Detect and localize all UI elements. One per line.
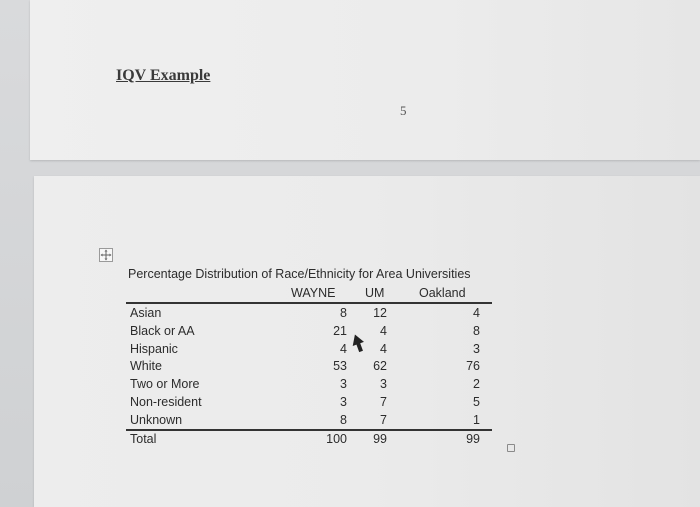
- cell-um: 4: [380, 324, 387, 338]
- table-resize-handle-icon[interactable]: [507, 444, 515, 452]
- document-page-1: [30, 0, 700, 160]
- cell-wayne: 53: [333, 359, 347, 373]
- table-move-handle-icon[interactable]: [99, 248, 113, 262]
- cell-oakland: 8: [473, 324, 480, 338]
- cell-um: 99: [373, 432, 387, 446]
- cell-oakland: 99: [466, 432, 480, 446]
- cell-oakland: 1: [473, 413, 480, 427]
- cell-wayne: 21: [333, 324, 347, 338]
- cell-wayne: 100: [326, 432, 347, 446]
- cell-oakland: 2: [473, 377, 480, 391]
- column-header-oakland: Oakland: [419, 286, 466, 300]
- cell-wayne: 3: [340, 395, 347, 409]
- cell-oakland: 3: [473, 342, 480, 356]
- page-number: 5: [400, 103, 407, 118]
- row-label-non-resident: Non-resident: [130, 395, 202, 409]
- table-title: Percentage Distribution of Race/Ethnicity for Area Universities: [128, 267, 471, 281]
- cell-oakland: 5: [473, 395, 480, 409]
- row-label-black-or-aa: Black or AA: [130, 324, 195, 338]
- cell-um: 7: [380, 413, 387, 427]
- cell-um: 4: [380, 342, 387, 356]
- row-label-asian: Asian: [130, 306, 162, 320]
- cell-wayne: 8: [340, 413, 347, 427]
- row-label-white: White: [130, 359, 162, 373]
- cell-wayne: 4: [340, 342, 347, 356]
- table-header-rule: [126, 302, 492, 304]
- row-label-two-or-more: Two or More: [130, 377, 200, 391]
- cell-wayne: 3: [340, 377, 347, 391]
- mouse-pointer-icon: [351, 334, 365, 354]
- cell-oakland: 4: [473, 306, 480, 320]
- column-header-wayne: WAYNE: [291, 286, 336, 300]
- cell-wayne: 8: [340, 306, 347, 320]
- cell-um: 62: [373, 359, 387, 373]
- cell-um: 12: [373, 306, 387, 320]
- document-page-2: [34, 176, 700, 507]
- cell-um: 7: [380, 395, 387, 409]
- document-heading: IQV Example: [116, 67, 211, 84]
- row-label-hispanic: Hispanic: [130, 342, 178, 356]
- column-header-um: UM: [365, 286, 385, 300]
- table-total-rule: [126, 429, 492, 431]
- cell-oakland: 76: [466, 359, 480, 373]
- row-label-unknown: Unknown: [130, 413, 183, 427]
- cell-um: 3: [380, 377, 387, 391]
- row-label-total: Total: [130, 432, 157, 446]
